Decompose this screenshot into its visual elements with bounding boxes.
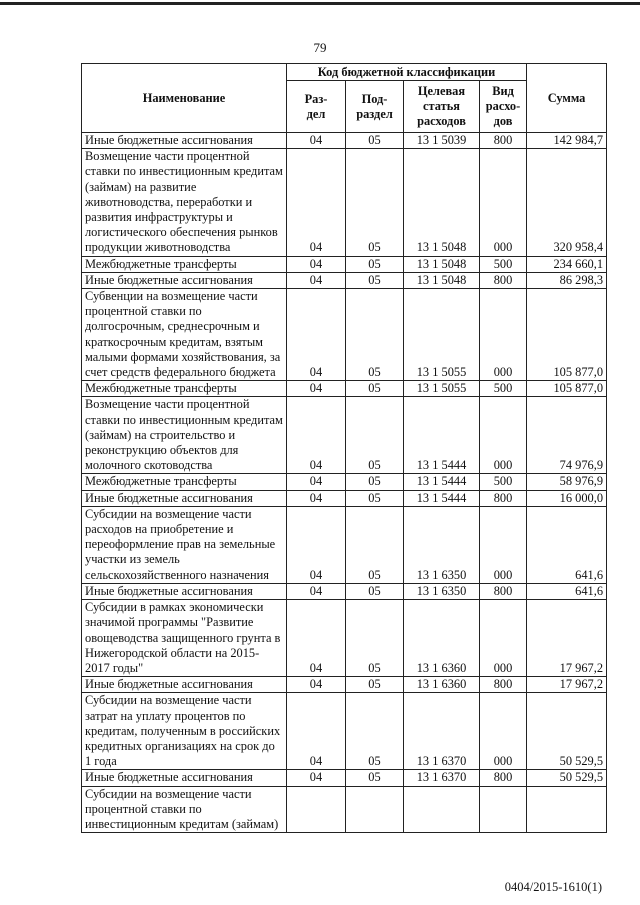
header-podrazdel: Под- раздел — [346, 81, 404, 133]
top-border-rule — [0, 2, 640, 5]
row-sum: 234 660,1 — [527, 256, 607, 272]
row-name: Возмещение части процентной ставки по инвестиционным кредитам (займам) на строительство и реконструкцию объектов для молочного скотоводства — [82, 397, 287, 474]
table-row — [82, 289, 607, 381]
row-razdel: 04 — [287, 490, 346, 506]
row-razdel: 04 — [287, 474, 346, 490]
row-sum: 50 529,5 — [527, 693, 607, 770]
row-name: Иные бюджетные ассигнования — [82, 677, 287, 693]
table-row — [82, 474, 607, 490]
row-name: Субсидии на возмещение части процентной ставки по инвестиционным кредитам (займам) — [82, 786, 287, 833]
row-razdel: 04 — [287, 381, 346, 397]
row-vid: 500 — [480, 474, 527, 490]
row-podrazdel — [346, 786, 404, 833]
row-razdel: 04 — [287, 583, 346, 599]
row-sum: 17 967,2 — [527, 600, 607, 677]
header-target: Целевая статья расходов — [404, 81, 480, 133]
table-row — [82, 506, 607, 583]
row-vid: 000 — [480, 289, 527, 381]
budget-table — [81, 63, 607, 833]
row-vid: 000 — [480, 397, 527, 474]
row-name: Межбюджетные трансферты — [82, 381, 287, 397]
row-target: 13 1 5444 — [404, 474, 480, 490]
row-target: 13 1 6350 — [404, 583, 480, 599]
row-podrazdel: 05 — [346, 133, 404, 149]
table-row — [82, 677, 607, 693]
row-name: Межбюджетные трансферты — [82, 256, 287, 272]
row-podrazdel: 05 — [346, 490, 404, 506]
row-name: Иные бюджетные ассигнования — [82, 133, 287, 149]
row-razdel: 04 — [287, 133, 346, 149]
table-row — [82, 272, 607, 288]
row-podrazdel: 05 — [346, 474, 404, 490]
row-target: 13 1 5048 — [404, 149, 480, 256]
row-sum: 320 958,4 — [527, 149, 607, 256]
row-sum: 74 976,9 — [527, 397, 607, 474]
row-name: Субсидии на возмещение части расходов на приобретение и переоформление прав на земельные участки из земель сельскохозяйственного назначения — [82, 506, 287, 583]
table-row — [82, 490, 607, 506]
row-target: 13 1 5055 — [404, 289, 480, 381]
table-row — [82, 583, 607, 599]
row-vid: 800 — [480, 272, 527, 288]
row-razdel: 04 — [287, 272, 346, 288]
table-body — [82, 133, 607, 833]
table-row — [82, 770, 607, 786]
row-target: 13 1 6360 — [404, 677, 480, 693]
row-vid: 000 — [480, 149, 527, 256]
header-vid: Вид расхо- дов — [480, 81, 527, 133]
row-target: 13 1 5444 — [404, 397, 480, 474]
page-number: 79 — [313, 40, 327, 55]
row-vid: 800 — [480, 770, 527, 786]
row-podrazdel: 05 — [346, 256, 404, 272]
row-razdel: 04 — [287, 677, 346, 693]
header-code-group: Код бюджетной классификации — [287, 64, 527, 81]
row-vid: 500 — [480, 381, 527, 397]
row-razdel: 04 — [287, 770, 346, 786]
row-sum: 105 877,0 — [527, 289, 607, 381]
row-target: 13 1 6360 — [404, 600, 480, 677]
row-sum — [527, 786, 607, 833]
row-podrazdel: 05 — [346, 149, 404, 256]
row-name: Субвенции на возмещение части процентной ставки по долгосрочным, среднесрочным и краткосрочным кредитам, взятым малыми формами хозяйствования, за счет средств федерального бюджета — [82, 289, 287, 381]
row-vid: 800 — [480, 490, 527, 506]
row-razdel: 04 — [287, 256, 346, 272]
row-vid: 800 — [480, 133, 527, 149]
row-podrazdel: 05 — [346, 600, 404, 677]
table-row — [82, 149, 607, 256]
row-target: 13 1 6350 — [404, 506, 480, 583]
document-code: 0404/2015-1610(1) — [504, 880, 602, 894]
row-vid — [480, 786, 527, 833]
row-razdel: 04 — [287, 506, 346, 583]
row-podrazdel: 05 — [346, 397, 404, 474]
table-row — [82, 133, 607, 149]
table-row — [82, 786, 607, 833]
row-sum: 17 967,2 — [527, 677, 607, 693]
row-name: Субсидии в рамках экономически значимой программы "Развитие овощеводства защищенного грунта в Нижегородской области на 2015-2017 годы" — [82, 600, 287, 677]
header-sum: Сумма — [527, 64, 607, 133]
row-name: Иные бюджетные ассигнования — [82, 583, 287, 599]
row-name: Иные бюджетные ассигнования — [82, 272, 287, 288]
row-razdel: 04 — [287, 289, 346, 381]
row-sum: 16 000,0 — [527, 490, 607, 506]
row-vid: 000 — [480, 506, 527, 583]
row-sum: 641,6 — [527, 583, 607, 599]
row-podrazdel: 05 — [346, 381, 404, 397]
header-name: Наименование — [82, 64, 287, 133]
table-row — [82, 381, 607, 397]
row-target: 13 1 5048 — [404, 256, 480, 272]
row-podrazdel: 05 — [346, 272, 404, 288]
row-target: 13 1 6370 — [404, 693, 480, 770]
row-razdel: 04 — [287, 149, 346, 256]
row-name: Возмещение части процентной ставки по инвестиционным кредитам (займам) на развитие животноводства, переработки и развития инфраструктуры и логистического обеспечения рынков продукции животноводства — [82, 149, 287, 256]
row-podrazdel: 05 — [346, 289, 404, 381]
row-name: Межбюджетные трансферты — [82, 474, 287, 490]
row-razdel: 04 — [287, 600, 346, 677]
row-sum: 105 877,0 — [527, 381, 607, 397]
row-sum: 641,6 — [527, 506, 607, 583]
header-razdel: Раз- дел — [287, 81, 346, 133]
row-vid: 800 — [480, 583, 527, 599]
row-target: 13 1 6370 — [404, 770, 480, 786]
row-podrazdel: 05 — [346, 506, 404, 583]
table-row — [82, 256, 607, 272]
row-name: Иные бюджетные ассигнования — [82, 490, 287, 506]
row-sum: 142 984,7 — [527, 133, 607, 149]
table-row — [82, 693, 607, 770]
row-target: 13 1 5055 — [404, 381, 480, 397]
table-row — [82, 600, 607, 677]
row-vid: 000 — [480, 600, 527, 677]
row-name: Субсидии на возмещение части затрат на уплату процентов по кредитам, полученным в российских кредитных организациях на срок до 1 года — [82, 693, 287, 770]
row-target: 13 1 5039 — [404, 133, 480, 149]
row-sum: 50 529,5 — [527, 770, 607, 786]
row-vid: 500 — [480, 256, 527, 272]
row-podrazdel: 05 — [346, 770, 404, 786]
row-podrazdel: 05 — [346, 677, 404, 693]
row-podrazdel: 05 — [346, 583, 404, 599]
row-target: 13 1 5048 — [404, 272, 480, 288]
row-razdel: 04 — [287, 397, 346, 474]
row-vid: 800 — [480, 677, 527, 693]
row-target — [404, 786, 480, 833]
row-razdel — [287, 786, 346, 833]
row-razdel: 04 — [287, 693, 346, 770]
row-sum: 58 976,9 — [527, 474, 607, 490]
row-podrazdel: 05 — [346, 693, 404, 770]
row-name: Иные бюджетные ассигнования — [82, 770, 287, 786]
table-row — [82, 397, 607, 474]
row-target: 13 1 5444 — [404, 490, 480, 506]
row-sum: 86 298,3 — [527, 272, 607, 288]
row-vid: 000 — [480, 693, 527, 770]
